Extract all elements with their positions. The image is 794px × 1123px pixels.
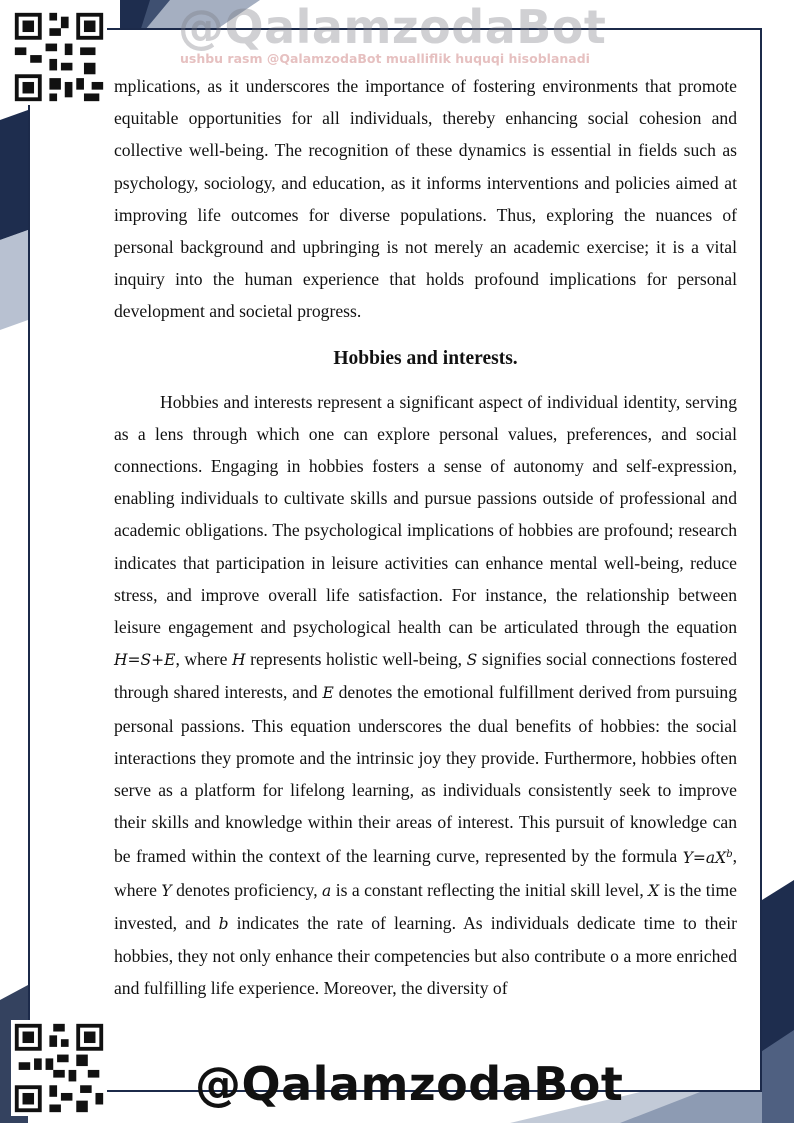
paragraph-text: is a constant reflecting the initial skill level,	[331, 879, 649, 900]
variable-e: E	[322, 684, 334, 703]
paragraph-text: denotes proficiency,	[171, 879, 323, 900]
paragraph-text: , where	[175, 649, 232, 670]
paragraph-text: , where	[114, 846, 737, 900]
paragraph-text: signifies social connections fostered through shared interests, and	[114, 649, 737, 703]
variable-a: a	[322, 881, 332, 900]
paragraph-text: denotes the emotional fulfillment derived from pursuing personal passions. This equation underscores the dual benefits of hobbies: the social interactions they promote and the intrinsic joy they provide. Furthermore, hobbies often serve as a platform for lifelong learning, as individuals consistently seek to improve their skills and knowledge within their areas of interest. This pursuit of knowledge can be framed within the context of the learning curve, represented by the formula	[114, 682, 737, 867]
watermark-bottom: @QalamzodaBot	[195, 1057, 624, 1111]
variable-y: Y	[161, 881, 172, 900]
document-body	[114, 70, 737, 1005]
paragraph-text: o a more enriched and fulfilling life experience. Moreover, the diversity of	[114, 946, 737, 999]
qr-code-icon	[11, 1020, 107, 1116]
variable-b: b	[218, 915, 229, 934]
paragraph-text: represents holistic well-being,	[245, 649, 467, 670]
paragraph-text: is the time invested, and	[114, 879, 737, 934]
watermark-top: @QalamzodaBot	[178, 0, 607, 54]
equation-exponent: b	[726, 848, 733, 860]
equation-learning-curve	[683, 849, 733, 867]
variable-s: S	[466, 651, 478, 670]
variable-x: X	[648, 881, 660, 900]
equation-base: Y=aX	[682, 848, 727, 867]
qr-code-icon	[11, 9, 107, 105]
equation-well-being: H=S+E	[114, 651, 176, 670]
watermark-notice: ushbu rasm @QalamzodaBot mualliflik huquqi hisoblanadi	[180, 51, 590, 66]
variable-h: H	[232, 651, 246, 670]
intro-paragraph: mplications, as it underscores the importance of fostering environments that promote equitable opportunities for all individuals, thereby enhancing social cohesion and collective well-being. The recognition of these dynamics is essential in fields such as psychology, sociology, and education, as it informs interventions and policies aimed at improving life outcomes for diverse populations. Thus, exploring the nuances of personal background and upbringing is not merely an academic exercise; it is a vital inquiry into the human experience that holds profound implications for personal development and societal progress.	[114, 76, 737, 322]
section-heading: Hobbies and interests.	[333, 347, 518, 369]
paragraph-text: indicates the rate of learning. As individuals dedicate time to their hobbies, they not only enhance their competencies but also contribute	[114, 913, 738, 967]
paragraph-text: Hobbies and interests represent a significant aspect of individual identity, serving as a lens through which one can explore personal values, preferences, and social connections. Engaging in hobbies fosters a sense of autonomy and self-expression, enabling individuals to cultivate skills and pursue passions outside of professional and academic obligations. The psychological implications of hobbies are profound; research indicates that participation in leisure activities can enhance mental well-being, reduce stress, and improve overall life satisfaction. For instance, the relationship between leisure engagement and psychological health can be articulated through the equation	[114, 391, 737, 638]
hobbies-paragraph	[114, 386, 737, 1005]
